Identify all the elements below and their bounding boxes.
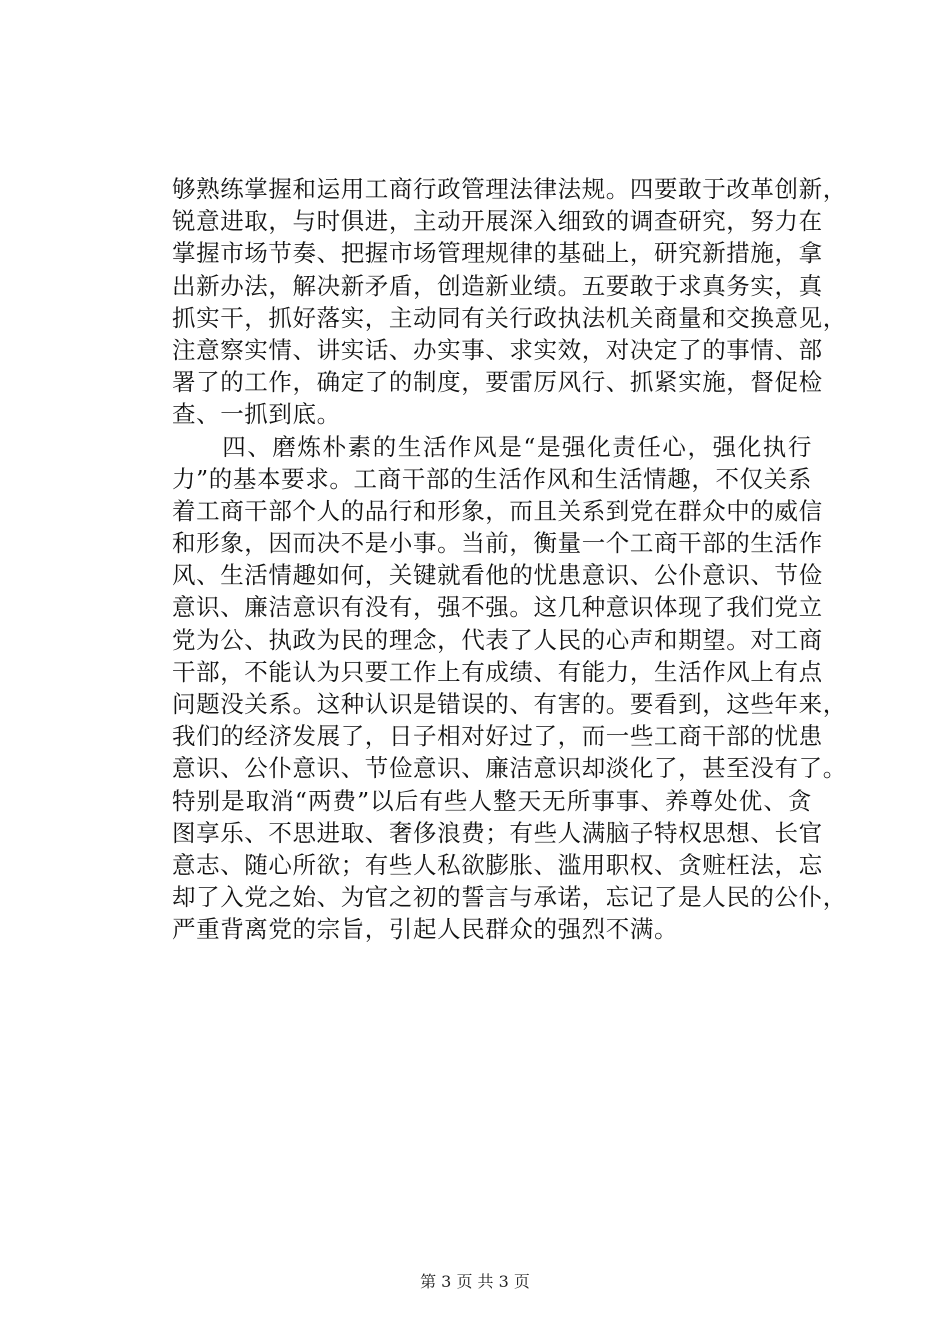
text-line: 却了入党之始、为官之初的誓言与承诺，忘记了是人民的公仆， xyxy=(172,883,847,912)
text-line: 抓实干，抓好落实，主动同有关行政执法机关商量和交换意见， xyxy=(172,303,847,332)
text-line: 问题没关系。这种认识是错误的、有害的。要看到，这些年来， xyxy=(172,690,847,718)
body-text xyxy=(172,173,847,946)
text-line: 四、磨炼朴素的生活作风是“是强化责任心，强化执行 xyxy=(172,432,812,461)
text-line: 图享乐、不思进取、奢侈浪费；有些人满脑子特权思想、长官 xyxy=(172,818,823,847)
text-line: 干部，不能认为只要工作上有成绩、有能力，生活作风上有点 xyxy=(172,657,823,686)
text-line: 和形象，因而决不是小事。当前，衡量一个工商干部的生活作 xyxy=(172,529,823,558)
text-line: 查、一抓到底。 xyxy=(172,400,341,429)
text-line: 力”的基本要求。工商干部的生活作风和生活情趣，不仅关系 xyxy=(172,464,812,493)
text-line: 着工商干部个人的品行和形象，而且关系到党在群众中的威信 xyxy=(172,496,823,525)
text-line: 风、生活情趣如何，关键就看他的忧患意识、公仆意识、节俭 xyxy=(172,561,823,590)
text-line: 特别是取消“两费”以后有些人整天无所事事、养尊处优、贪 xyxy=(172,786,812,815)
text-line: 够熟练掌握和运用工商行政管理法律法规。四要敢于改革创新， xyxy=(172,175,847,203)
page-footer: 第 3 页 共 3 页 xyxy=(420,1272,530,1291)
text-line: 党为公、执政为民的理念，代表了人民的心声和期望。对工商 xyxy=(172,625,823,654)
text-line: 意志、随心所欲；有些人私欲膨胀、滥用职权、贪赃枉法，忘 xyxy=(172,850,823,879)
text-line: 意识、公仆意识、节俭意识、廉洁意识却淡化了，甚至没有了。 xyxy=(172,754,847,783)
text-line: 署了的工作，确定了的制度，要雷厉风行、抓紧实施，督促检 xyxy=(172,368,823,397)
text-line: 出新办法，解决新矛盾，创造新业绩。五要敢于求真务实，真 xyxy=(172,271,823,300)
text-line: 意识、廉洁意识有没有，强不强。这几种意识体现了我们党立 xyxy=(172,593,823,622)
text-line: 掌握市场节奏、把握市场管理规律的基础上，研究新措施，拿 xyxy=(172,239,823,268)
text-line: 严重背离党的宗旨，引起人民群众的强烈不满。 xyxy=(172,915,679,944)
text-line: 锐意进取，与时俱进，主动开展深入细致的调查研究，努力在 xyxy=(172,207,823,236)
text-line: 注意察实情、讲实话、办实事、求实效，对决定了的事情、部 xyxy=(172,335,823,364)
text-line: 我们的经济发展了，日子相对好过了，而一些工商干部的忧患 xyxy=(172,722,823,751)
